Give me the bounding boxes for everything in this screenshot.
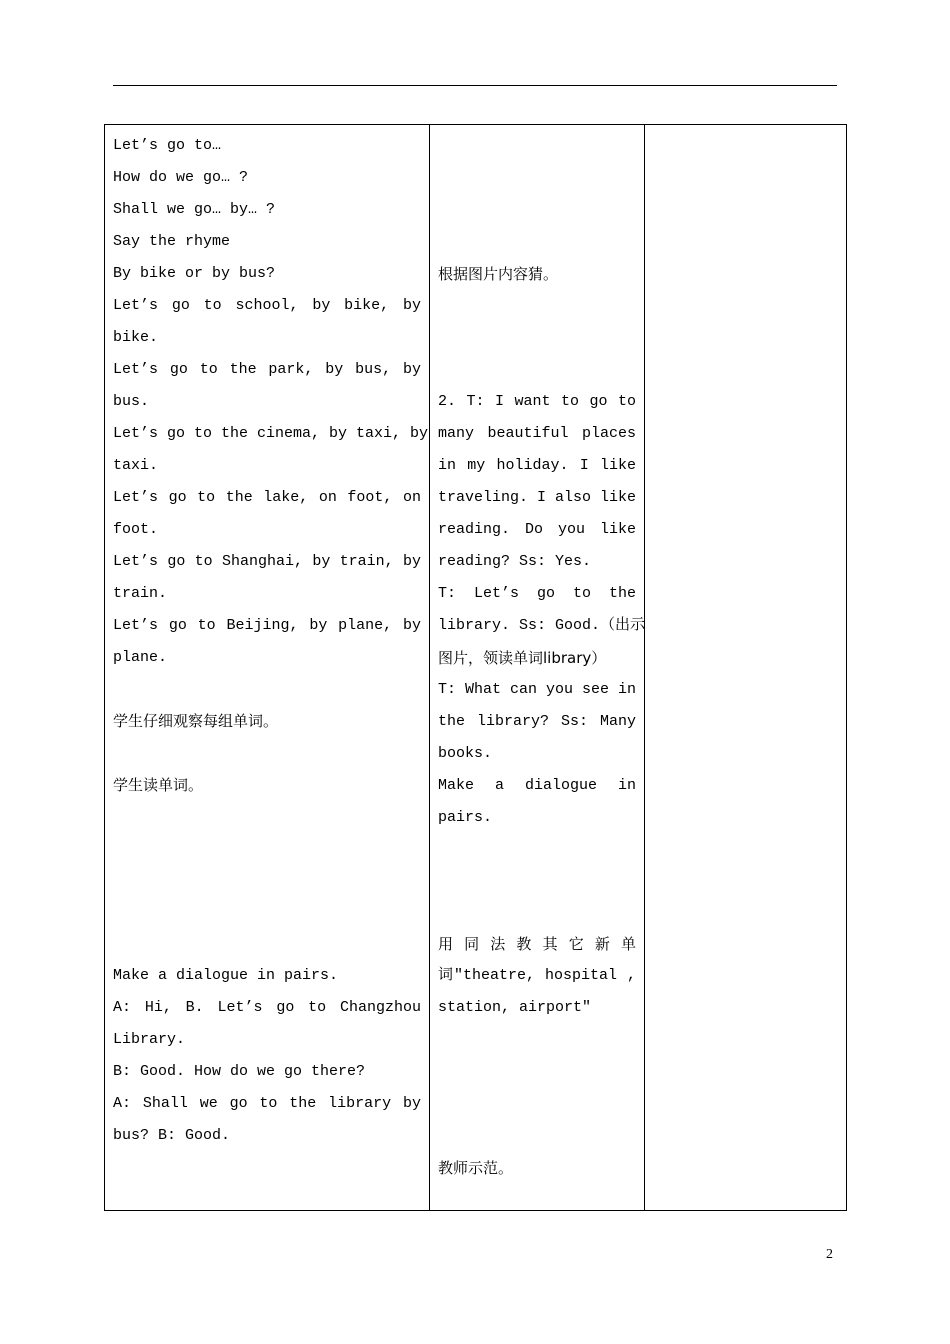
text-line: A: Shall we go to the library by xyxy=(113,1095,421,1112)
text-line: 2. T: I want to go to xyxy=(438,393,636,410)
table-row xyxy=(105,125,847,1211)
text-line: 图片，领读单词library） xyxy=(438,649,607,667)
text-line: 用 同 法 教 其 它 新 单 xyxy=(438,935,636,953)
text-line: Let’s go to… xyxy=(113,137,222,154)
text-line: station, airport" xyxy=(438,999,592,1016)
text-line: Let’s go to the lake, on foot, on xyxy=(113,489,421,506)
text-line: bus? B: Good. xyxy=(113,1127,231,1144)
text-line: How do we go… ? xyxy=(113,169,249,186)
text-line: A: Hi, B. Let’s go to Changzhou xyxy=(113,999,421,1016)
text-line: Shall we go… by… ? xyxy=(113,201,276,218)
text-line: T: What can you see in xyxy=(438,681,637,698)
text-line: Let’s go to Beijing, by plane, by xyxy=(113,617,421,634)
text-line: 学生读单词。 xyxy=(113,776,204,794)
teacher-activity-column xyxy=(430,125,645,1211)
text-line: plane. xyxy=(113,649,168,666)
notes-column xyxy=(645,125,847,1211)
text-line: bike. xyxy=(113,329,159,346)
text-line: Let’s go to the park, by bus, by xyxy=(113,361,421,378)
text-line: traveling. I also like xyxy=(438,489,637,506)
lesson-plan-table xyxy=(104,124,847,1211)
text-line: bus. xyxy=(113,393,150,410)
text-line: Library. xyxy=(113,1031,186,1048)
text-line: taxi. xyxy=(113,457,159,474)
text-line: reading? Ss: Yes. xyxy=(438,553,592,570)
text-line: B: Good. How do we go there? xyxy=(113,1063,366,1080)
text-line: Make a dialogue in xyxy=(438,777,636,794)
text-line: Let’s go to the cinema, by taxi, by xyxy=(113,425,429,442)
text-line: train. xyxy=(113,585,168,602)
text-line: in my holiday. I like xyxy=(438,457,636,474)
header-rule xyxy=(113,85,837,86)
text-line: Say the rhyme xyxy=(113,233,231,250)
text-line: foot. xyxy=(113,521,159,538)
text-line: By bike or by bus? xyxy=(113,265,276,282)
page-number: 2 xyxy=(826,1247,833,1262)
text-line: T: Let’s go to the xyxy=(438,585,636,602)
text-line: pairs. xyxy=(438,809,493,826)
text-line: 学生仔细观察每组单词。 xyxy=(113,712,279,730)
text-line: Make a dialogue in pairs. xyxy=(113,967,339,984)
text-line: library. Ss: Good.（出示 xyxy=(438,617,646,634)
text-line: Let’s go to Shanghai, by train, by xyxy=(113,553,421,570)
text-line: books. xyxy=(438,745,493,762)
text-line: Let’s go to school, by bike, by xyxy=(113,297,421,314)
text-line: 根据图片内容猜。 xyxy=(438,265,559,283)
text-line: reading. Do you like xyxy=(438,521,636,538)
text-line: the library? Ss: Many xyxy=(438,713,636,730)
student-activity-column xyxy=(105,125,430,1211)
text-line: many beautiful places xyxy=(438,425,636,442)
text-line: 教师示范。 xyxy=(438,1159,514,1177)
text-line: 词"theatre, hospital , xyxy=(438,967,636,984)
